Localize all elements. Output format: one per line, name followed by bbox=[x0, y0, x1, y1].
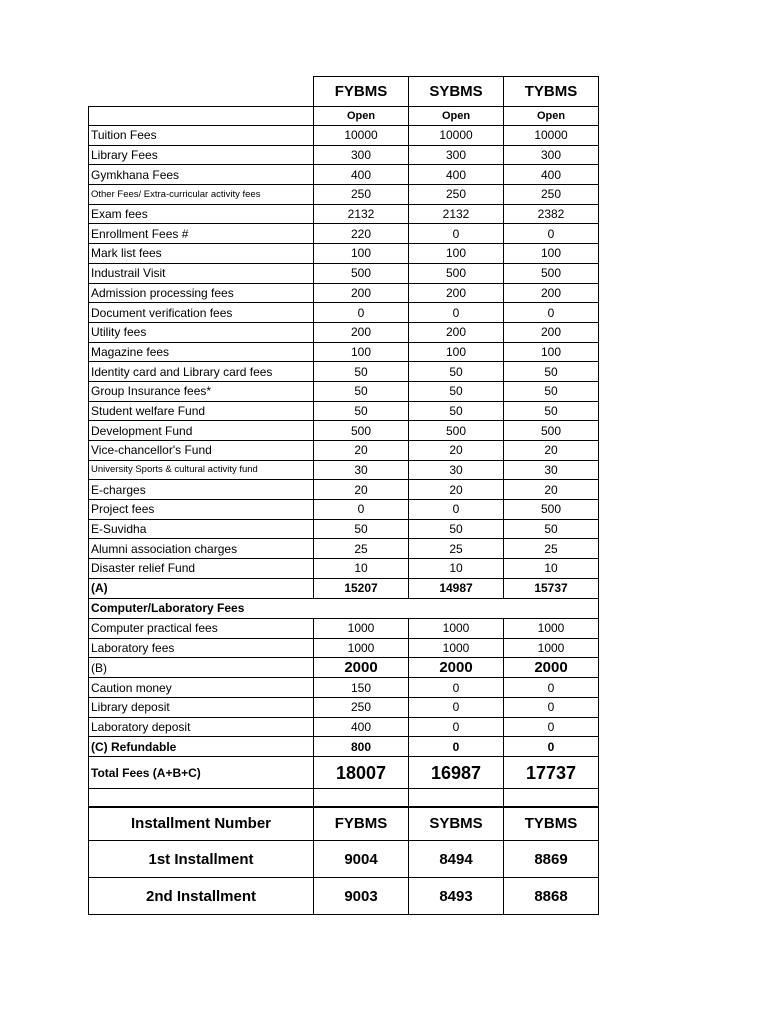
fee-value: 2132 bbox=[409, 204, 504, 224]
fee-value: 15737 bbox=[504, 578, 599, 598]
installment-value: 9003 bbox=[314, 878, 409, 915]
fee-value: 0 bbox=[409, 224, 504, 244]
subtotal-c-row bbox=[89, 737, 599, 757]
fee-value: 500 bbox=[504, 421, 599, 441]
fee-value: 100 bbox=[504, 244, 599, 264]
fee-value: 20 bbox=[504, 480, 599, 500]
table-row bbox=[89, 165, 599, 185]
fee-value: 18007 bbox=[314, 757, 409, 789]
fee-label: Industrail Visit bbox=[89, 263, 314, 283]
fee-label: Library Fees bbox=[89, 145, 314, 165]
installment-column-header: TYBMS bbox=[504, 807, 599, 841]
fee-value: 0 bbox=[409, 303, 504, 323]
installment-value: 8869 bbox=[504, 841, 599, 878]
fee-value: 0 bbox=[504, 303, 599, 323]
fee-value: 10000 bbox=[314, 126, 409, 146]
table-row bbox=[89, 678, 599, 698]
fee-value: 30 bbox=[314, 460, 409, 480]
fee-value: 250 bbox=[409, 185, 504, 205]
fee-value: 20 bbox=[314, 480, 409, 500]
fee-value: 200 bbox=[504, 283, 599, 303]
spacer-row bbox=[89, 789, 599, 808]
fee-value: 50 bbox=[409, 401, 504, 421]
fee-label: Magazine fees bbox=[89, 342, 314, 362]
table-row bbox=[89, 342, 599, 362]
fee-value: 100 bbox=[504, 342, 599, 362]
column-header: FYBMS bbox=[314, 77, 409, 107]
fee-value: 1000 bbox=[314, 618, 409, 638]
fee-label: (A) bbox=[89, 578, 314, 598]
installment-column-header: SYBMS bbox=[409, 807, 504, 841]
fee-value: 50 bbox=[314, 401, 409, 421]
fee-value: 1000 bbox=[504, 618, 599, 638]
fee-label: Development Fund bbox=[89, 421, 314, 441]
fee-value: 10 bbox=[314, 559, 409, 579]
fee-value: 50 bbox=[409, 362, 504, 382]
fee-label: Document verification fees bbox=[89, 303, 314, 323]
fee-label: Exam fees bbox=[89, 204, 314, 224]
fee-label: (C) Refundable bbox=[89, 737, 314, 757]
fee-value: 500 bbox=[409, 263, 504, 283]
table-row bbox=[89, 717, 599, 737]
fee-label: Mark list fees bbox=[89, 244, 314, 264]
table-row bbox=[89, 460, 599, 480]
table-row bbox=[89, 185, 599, 205]
fee-value: 20 bbox=[314, 441, 409, 461]
fee-value: 200 bbox=[409, 322, 504, 342]
fee-label: Enrollment Fees # bbox=[89, 224, 314, 244]
fee-value: 250 bbox=[504, 185, 599, 205]
fee-value: 25 bbox=[409, 539, 504, 559]
fee-value: 100 bbox=[314, 342, 409, 362]
fee-label: (B) bbox=[89, 658, 314, 678]
fee-label: Laboratory fees bbox=[89, 638, 314, 658]
section-b-title: Computer/Laboratory Fees bbox=[89, 598, 599, 618]
fee-label: E-Suvidha bbox=[89, 519, 314, 539]
fee-value: 10000 bbox=[409, 126, 504, 146]
subtotal-b-row bbox=[89, 658, 599, 678]
fee-value: 50 bbox=[504, 381, 599, 401]
fee-label: Student welfare Fund bbox=[89, 401, 314, 421]
fee-value: 14987 bbox=[409, 578, 504, 598]
spacer-cell bbox=[504, 789, 599, 808]
fee-value: 50 bbox=[314, 362, 409, 382]
installment-value: 8494 bbox=[409, 841, 504, 878]
fee-label: E-charges bbox=[89, 480, 314, 500]
fee-value: 0 bbox=[504, 737, 599, 757]
fee-label: Other Fees/ Extra-curricular activity fees bbox=[89, 185, 314, 205]
fee-label: Gymkhana Fees bbox=[89, 165, 314, 185]
fee-value: 100 bbox=[314, 244, 409, 264]
fee-value: 20 bbox=[409, 480, 504, 500]
fee-value: 0 bbox=[504, 717, 599, 737]
table-row bbox=[89, 145, 599, 165]
fee-label: Library deposit bbox=[89, 697, 314, 717]
fee-value: 0 bbox=[409, 500, 504, 520]
fee-value: 0 bbox=[409, 737, 504, 757]
fee-value: 50 bbox=[314, 519, 409, 539]
subtotal-a-row bbox=[89, 578, 599, 598]
fee-label: Tuition Fees bbox=[89, 126, 314, 146]
fee-value: 200 bbox=[314, 283, 409, 303]
fee-label: Total Fees (A+B+C) bbox=[89, 757, 314, 789]
table-row bbox=[89, 204, 599, 224]
fee-value: 300 bbox=[314, 145, 409, 165]
table-row bbox=[89, 224, 599, 244]
installment-row bbox=[89, 878, 599, 915]
table-row bbox=[89, 500, 599, 520]
fee-value: 100 bbox=[409, 244, 504, 264]
installment-header-row bbox=[89, 807, 599, 841]
fee-value: 10 bbox=[409, 559, 504, 579]
fee-value: 2000 bbox=[314, 658, 409, 678]
fee-value: 150 bbox=[314, 678, 409, 698]
installment-table bbox=[88, 806, 599, 915]
table-row bbox=[89, 519, 599, 539]
fee-value: 30 bbox=[504, 460, 599, 480]
fee-value: 100 bbox=[409, 342, 504, 362]
fee-value: 500 bbox=[314, 263, 409, 283]
fee-value: 2000 bbox=[504, 658, 599, 678]
fee-value: 250 bbox=[314, 697, 409, 717]
fee-value: 0 bbox=[314, 303, 409, 323]
fee-value: 50 bbox=[409, 381, 504, 401]
column-header: TYBMS bbox=[504, 77, 599, 107]
fee-label: Alumni association charges bbox=[89, 539, 314, 559]
fee-label: Laboratory deposit bbox=[89, 717, 314, 737]
table-row bbox=[89, 322, 599, 342]
fee-label: Identity card and Library card fees bbox=[89, 362, 314, 382]
table-row bbox=[89, 480, 599, 500]
table-row bbox=[89, 421, 599, 441]
spacer-cell bbox=[314, 789, 409, 808]
fee-value: 500 bbox=[504, 263, 599, 283]
fee-value: 500 bbox=[504, 500, 599, 520]
fee-value: 300 bbox=[504, 145, 599, 165]
installment-value: 8493 bbox=[409, 878, 504, 915]
fee-value: 16987 bbox=[409, 757, 504, 789]
spacer-cell bbox=[89, 789, 314, 808]
fee-value: 25 bbox=[314, 539, 409, 559]
spacer-cell bbox=[409, 789, 504, 808]
fee-value: 10000 bbox=[504, 126, 599, 146]
fee-value: 200 bbox=[409, 283, 504, 303]
fee-value: 0 bbox=[504, 678, 599, 698]
fee-value: 500 bbox=[314, 421, 409, 441]
fee-value: 50 bbox=[409, 519, 504, 539]
fee-label: Disaster relief Fund bbox=[89, 559, 314, 579]
fee-label: Project fees bbox=[89, 500, 314, 520]
fee-value: 0 bbox=[409, 717, 504, 737]
total-row bbox=[89, 757, 599, 789]
fee-value: 0 bbox=[314, 500, 409, 520]
fee-value: 2000 bbox=[409, 658, 504, 678]
table-row bbox=[89, 244, 599, 264]
fee-value: 0 bbox=[504, 697, 599, 717]
fee-label: Vice-chancellor's Fund bbox=[89, 441, 314, 461]
installment-column-header: FYBMS bbox=[314, 807, 409, 841]
table-row bbox=[89, 539, 599, 559]
category-blank bbox=[89, 107, 314, 126]
table-row bbox=[89, 401, 599, 421]
table-row bbox=[89, 559, 599, 579]
fee-label: Caution money bbox=[89, 678, 314, 698]
fee-value: 400 bbox=[504, 165, 599, 185]
fee-value: 1000 bbox=[504, 638, 599, 658]
fees-table bbox=[88, 76, 599, 808]
installment-label: 1st Installment bbox=[89, 841, 314, 878]
fee-value: 50 bbox=[314, 381, 409, 401]
fee-value: 20 bbox=[504, 441, 599, 461]
installment-value: 8868 bbox=[504, 878, 599, 915]
table-row bbox=[89, 263, 599, 283]
fee-value: 15207 bbox=[314, 578, 409, 598]
category-cell: Open bbox=[504, 107, 599, 126]
fee-value: 0 bbox=[409, 697, 504, 717]
fee-value: 300 bbox=[409, 145, 504, 165]
installment-header-label: Installment Number bbox=[89, 807, 314, 841]
installment-label: 2nd Installment bbox=[89, 878, 314, 915]
fee-value: 20 bbox=[409, 441, 504, 461]
fee-value: 25 bbox=[504, 539, 599, 559]
installment-row bbox=[89, 841, 599, 878]
fee-value: 400 bbox=[314, 717, 409, 737]
table-row bbox=[89, 441, 599, 461]
table-row bbox=[89, 283, 599, 303]
category-cell: Open bbox=[409, 107, 504, 126]
fee-value: 10 bbox=[504, 559, 599, 579]
table-row bbox=[89, 362, 599, 382]
fee-value: 50 bbox=[504, 401, 599, 421]
table-row bbox=[89, 638, 599, 658]
fee-value: 50 bbox=[504, 519, 599, 539]
fee-value: 400 bbox=[314, 165, 409, 185]
table-row bbox=[89, 303, 599, 323]
fee-value: 500 bbox=[409, 421, 504, 441]
fee-value: 250 bbox=[314, 185, 409, 205]
fee-value: 0 bbox=[504, 224, 599, 244]
installment-value: 9004 bbox=[314, 841, 409, 878]
table-row bbox=[89, 697, 599, 717]
table-row bbox=[89, 618, 599, 638]
fee-value: 30 bbox=[409, 460, 504, 480]
fee-value: 1000 bbox=[314, 638, 409, 658]
fee-value: 17737 bbox=[504, 757, 599, 789]
fee-value: 200 bbox=[504, 322, 599, 342]
category-row bbox=[89, 107, 599, 126]
fee-value: 800 bbox=[314, 737, 409, 757]
fee-label: University Sports & cultural activity fund bbox=[89, 460, 314, 480]
header-row bbox=[89, 77, 599, 107]
fee-label: Admission processing fees bbox=[89, 283, 314, 303]
fee-label: Utility fees bbox=[89, 322, 314, 342]
table-row bbox=[89, 381, 599, 401]
header-blank bbox=[89, 77, 314, 107]
fee-value: 2132 bbox=[314, 204, 409, 224]
column-header: SYBMS bbox=[409, 77, 504, 107]
fee-value: 1000 bbox=[409, 638, 504, 658]
category-cell: Open bbox=[314, 107, 409, 126]
section-b-title-row bbox=[89, 598, 599, 618]
fee-value: 0 bbox=[409, 678, 504, 698]
fee-label: Group Insurance fees* bbox=[89, 381, 314, 401]
fee-value: 50 bbox=[504, 362, 599, 382]
fee-value: 1000 bbox=[409, 618, 504, 638]
table-row bbox=[89, 126, 599, 146]
fee-value: 220 bbox=[314, 224, 409, 244]
fee-label: Computer practical fees bbox=[89, 618, 314, 638]
fee-value: 400 bbox=[409, 165, 504, 185]
fee-value: 200 bbox=[314, 322, 409, 342]
fee-value: 2382 bbox=[504, 204, 599, 224]
